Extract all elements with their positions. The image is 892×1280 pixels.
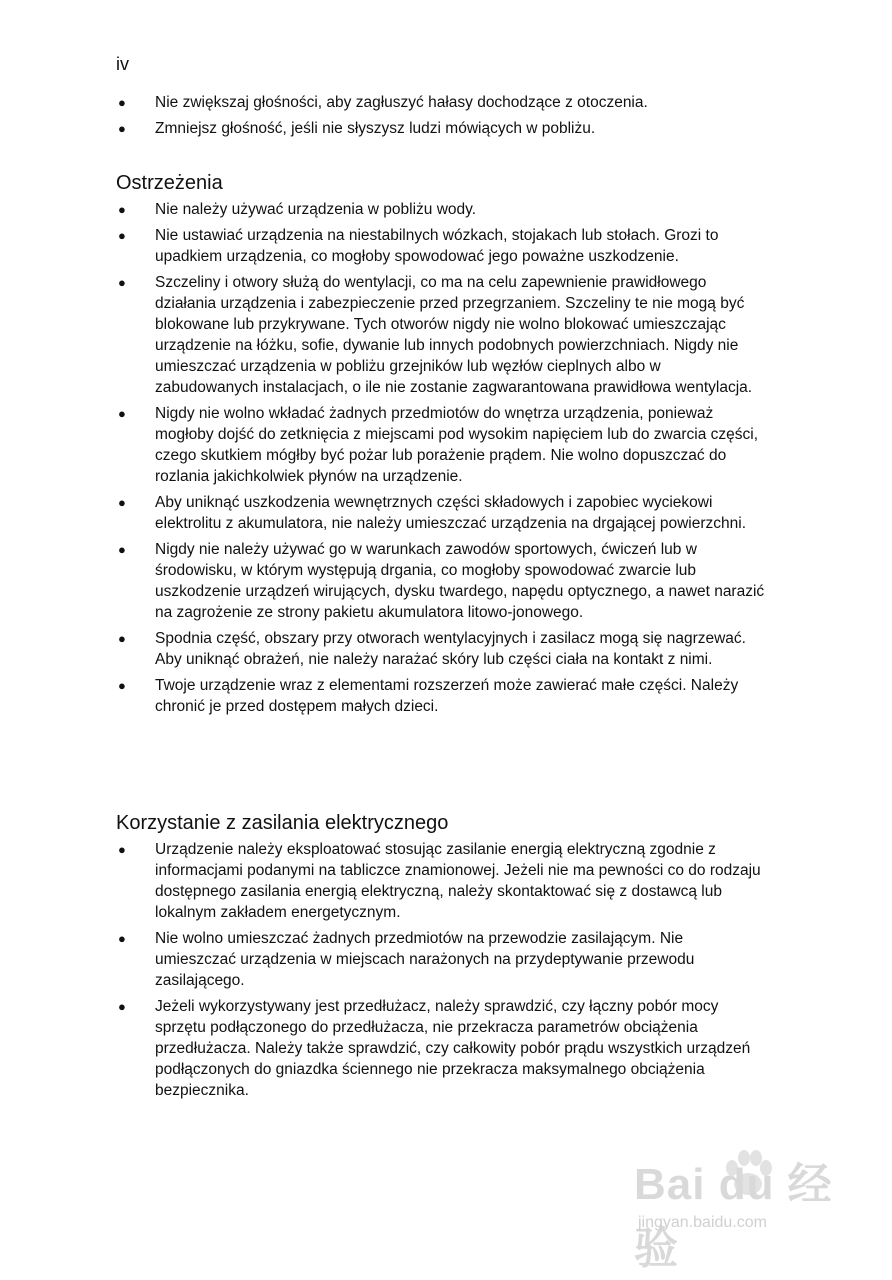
bullet-icon: ●: [118, 121, 126, 136]
list-item: [116, 675, 766, 717]
list-item: [116, 92, 766, 113]
list-item: [116, 928, 766, 991]
bullet-icon: ●: [118, 202, 126, 217]
bullet-icon: ●: [118, 999, 126, 1014]
list-item-text: Spodnia część, obszary przy otworach wentylacyjnych i zasilacz mogą się nagrzewać. Aby uniknąć obrażeń, nie należy narażać skóry lub części ciała na kontakt z nimi.: [155, 630, 746, 668]
bullet-icon: ●: [118, 678, 126, 693]
list-item: [116, 628, 766, 670]
list-item-text: Szczeliny i otwory służą do wentylacji, co ma na celu zapewnienie prawidłowego działania urządzenia i zabezpieczenie przed przegrzaniem. Szczeliny te nie mogą być blokowane lub przykrywane. Tych otworów nigdy nie wolno blokować umieszczając urządzenie na łóżku, sofie, dywanie lub innych podobnych powierzchniach. Nigdy nie umieszczać urządzenia w pobliżu grzejników lub węzłów cieplnych albo w zabudowanych instalacjach, o ile nie zostanie zagwarantowana prawidłowa wentylacja.: [155, 274, 753, 396]
bullet-icon: ●: [118, 842, 126, 857]
list-item-text: Nie należy używać urządzenia w pobliżu wody.: [155, 201, 477, 218]
list-item-text: Nigdy nie wolno wkładać żadnych przedmiotów do wnętrza urządzenia, ponieważ mogłoby dojść do zetknięcia z miejscami pod wysokim napięciem lub do zwarcia części, czego skutkiem mógłby być pożar lub porażenie prądem. Nie wolno dopuszczać do rozlania jakichkolwiek płynów na urządzenie.: [155, 405, 759, 485]
section-title: Ostrzeżenia: [116, 172, 223, 194]
list-item-text: Jeżeli wykorzystywany jest przedłużacz, należy sprawdzić, czy łączny pobór mocy sprzętu podłączonego do przedłużacza, nie przekracza parametrów obciążenia przedłużacza. Należy także sprawdzić, czy całkowity pobór prądu wszystkich urządzeń podłączonych do gniazdka ściennego nie przekracza maksymalnego obciążenia bezpiecznika.: [155, 998, 751, 1099]
bullet-icon: ●: [118, 495, 126, 510]
list-item: [116, 272, 766, 398]
bullet-icon: ●: [118, 406, 126, 421]
section-title: Korzystanie z zasilania elektrycznego: [116, 812, 449, 834]
list-item: [116, 492, 766, 534]
list-item-text: Nie wolno umieszczać żadnych przedmiotów na przewodzie zasilającym. Nie umieszczać urządzenia w miejscach narażonych na przydeptywanie przewodu zasilającego.: [155, 930, 695, 989]
list-item-text: Urządzenie należy eksploatować stosując zasilanie energią elektryczną zgodnie z informacjami podanymi na tabliczce znamionowej. Jeżeli nie ma pewności co do rodzaju dostępnego zasilania energią elektryczną, należy skontaktować się z dostawcą lub lokalnym zakładem energetycznym.: [155, 841, 761, 921]
baidu-watermark: [630, 1142, 860, 1273]
watermark-logo: Bai du 经验: [634, 1160, 833, 1273]
page-number: iv: [116, 54, 129, 74]
bullet-icon: ●: [118, 95, 126, 110]
bullet-icon: ●: [118, 931, 126, 946]
list-item-text: Zmniejsz głośność, jeśli nie słyszysz ludzi mówiących w pobliżu.: [155, 120, 596, 137]
list-item-text: Twoje urządzenie wraz z elementami rozszerzeń może zawierać małe części. Należy chronić je przed dostępem małych dzieci.: [155, 677, 739, 715]
list-item-text: Aby uniknąć uszkodzenia wewnętrznych części składowych i zapobiec wyciekowi elektrolitu z akumulatora, nie należy umieszczać urządzenia na drgającej powierzchni.: [155, 494, 747, 532]
list-item: [116, 199, 766, 220]
list-item: [116, 118, 766, 139]
list-item: [116, 839, 766, 923]
bullet-icon: ●: [118, 631, 126, 646]
list-item-text: Nie ustawiać urządzenia na niestabilnych wózkach, stojakach lub stołach. Grozi to upadkiem urządzenia, co mogłoby spowodować jego poważne uszkodzenie.: [155, 227, 719, 265]
watermark-url: jingyan.baidu.com: [638, 1214, 767, 1231]
list-item: [116, 539, 766, 623]
bullet-icon: ●: [118, 228, 126, 243]
warnings-section: [116, 172, 766, 722]
bullet-icon: ●: [118, 275, 126, 290]
power-section: [116, 812, 766, 1106]
list-item-text: Nie zwiększaj głośności, aby zagłuszyć hałasy dochodzące z otoczenia.: [155, 94, 648, 111]
intro-list: [116, 92, 766, 144]
bullet-icon: ●: [118, 542, 126, 557]
list-item-text: Nigdy nie należy używać go w warunkach zawodów sportowych, ćwiczeń lub w środowisku, w którym występują drgania, co mogłoby spowodować zwarcie lub uszkodzenie urządzeń wirujących, dysku twardego, napędu optycznego, a nawet narazić na zagrożenie ze strony pakietu akumulatora litowo-jonowego.: [155, 541, 765, 621]
list-item: [116, 403, 766, 487]
list-item: [116, 996, 766, 1101]
list-item: [116, 225, 766, 267]
